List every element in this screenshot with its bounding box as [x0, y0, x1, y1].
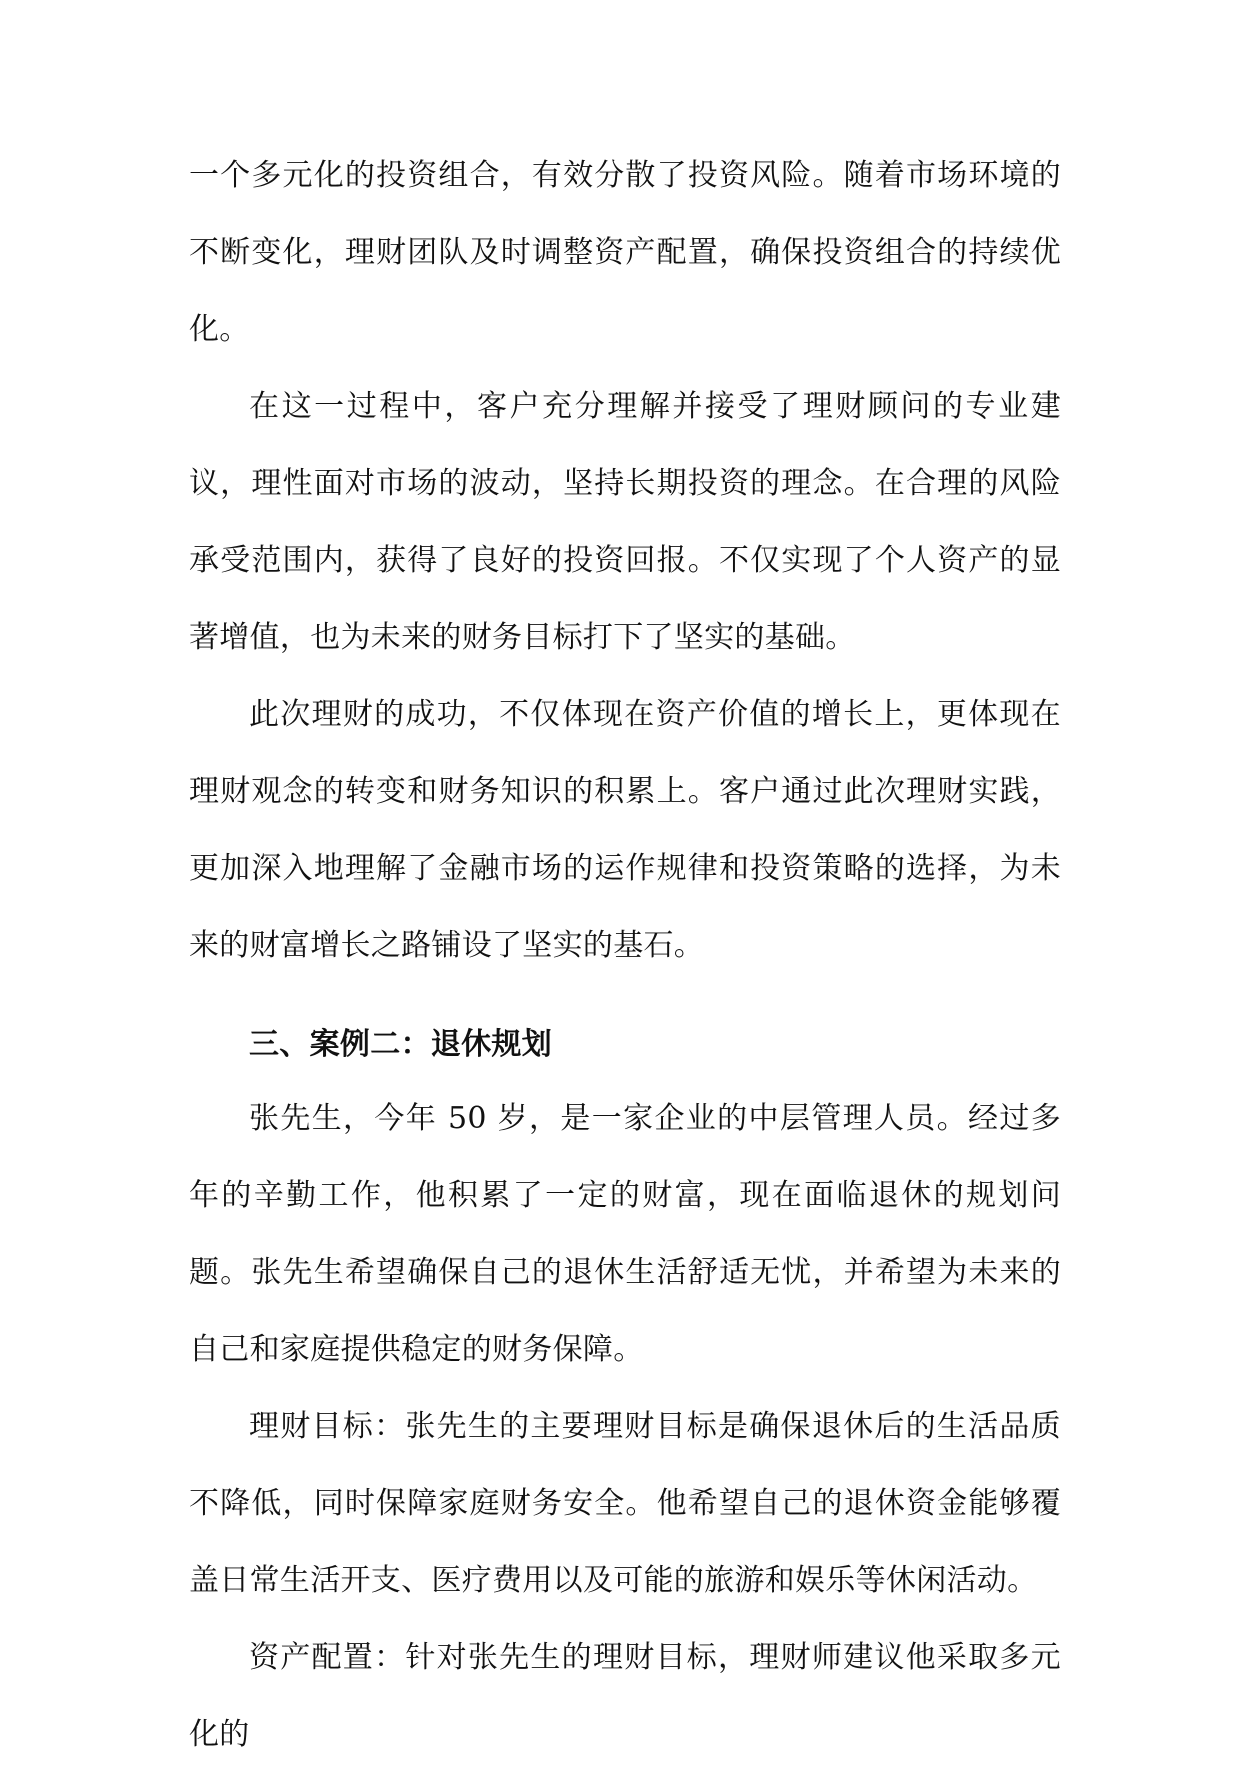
paragraph-client-acceptance: 在这一过程中，客户充分理解并接受了理财顾问的专业建议，理性面对市场的波动，坚持长期投资的理念。在合理的风险承受范围内，获得了良好的投资回报。不仅实现了个人资产的显著增值，也为未来的财务目标打下了坚实的基础。 — [189, 389, 1061, 655]
section-heading: 三、案例二：退休规划 — [249, 1027, 552, 1062]
document-body — [189, 137, 1061, 1773]
paragraph-success-summary: 此次理财的成功，不仅体现在资产价值的增长上，更体现在理财观念的转变和财务知识的积累上。客户通过此次理财实践，更加深入地理解了金融市场的运作规律和投资策略的选择，为未来的财富增长之路铺设了坚实的基石。 — [189, 697, 1061, 963]
paragraph-financial-goal: 理财目标：张先生的主要理财目标是确保退休后的生活品质不降低，同时保障家庭财务安全。他希望自己的退休资金能够覆盖日常生活开支、医疗费用以及可能的旅游和娱乐等休闲活动。 — [189, 1409, 1061, 1598]
paragraph-asset-allocation: 资产配置：针对张先生的理财目标，理财师建议他采取多元化的 — [189, 1640, 1061, 1752]
paragraph-client-profile: 张先生，今年 50 岁，是一家企业的中层管理人员。经过多年的辛勤工作，他积累了一定的财富，现在面临退休的规划问题。张先生希望确保自己的退休生活舒适无忧，并希望为未来的自己和家庭提供稳定的财务保障。 — [189, 1101, 1061, 1367]
paragraph-continuation: 一个多元化的投资组合，有效分散了投资风险。随着市场环境的不断变化，理财团队及时调整资产配置，确保投资组合的持续优化。 — [189, 158, 1061, 347]
